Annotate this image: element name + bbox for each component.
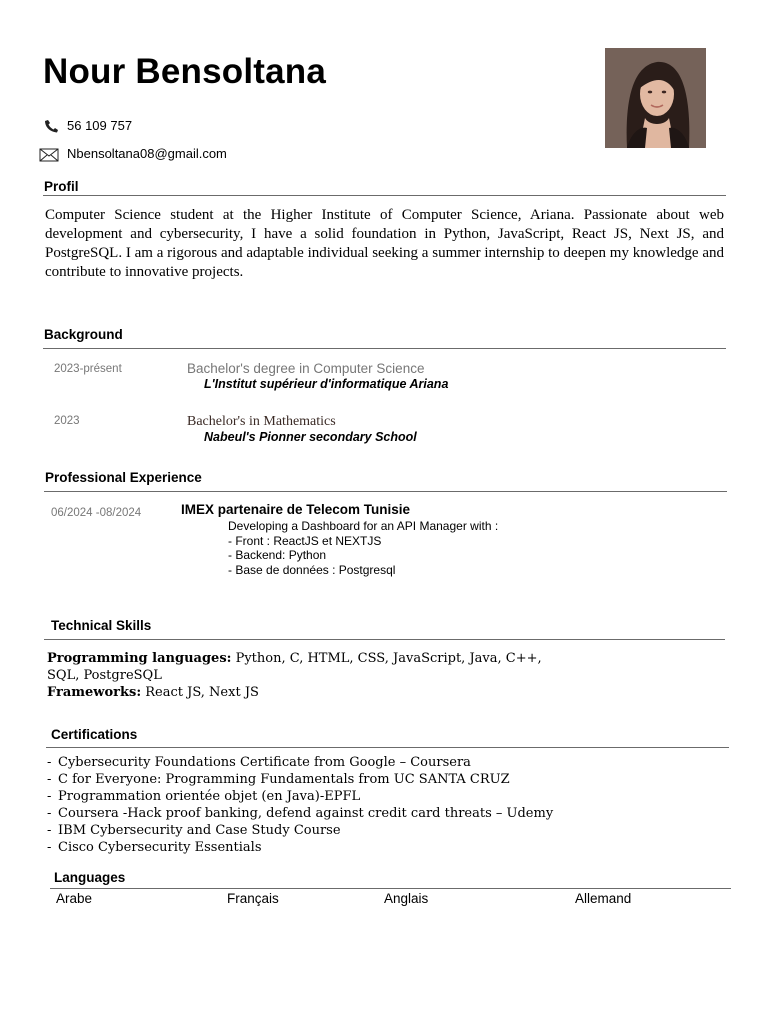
language-item: Arabe <box>56 891 93 906</box>
certification-text: C for Everyone: Programming Fundamentals from UC SANTA CRUZ <box>58 772 510 787</box>
certification-text: Coursera -Hack proof banking, defend against credit card threats – Udemy <box>58 806 554 821</box>
education-date: 2023-présent <box>54 363 122 375</box>
section-divider <box>43 348 726 349</box>
certification-item <box>47 805 554 822</box>
certification-item <box>47 839 262 856</box>
skills-programming-value: Python, C, HTML, CSS, JavaScript, Java, C++, <box>231 651 542 666</box>
section-divider <box>44 639 725 640</box>
experience-detail: - Backend: Python <box>228 548 327 562</box>
certification-item <box>47 822 341 839</box>
section-title-profile: Profil <box>44 179 79 194</box>
phone-number: 56 109 757 <box>67 118 133 133</box>
list-bullet: - <box>47 772 52 787</box>
certification-item <box>47 771 510 788</box>
experience-date: 06/2024 -08/2024 <box>51 507 142 519</box>
profile-photo <box>605 48 706 148</box>
list-bullet: - <box>47 806 52 821</box>
envelope-icon <box>39 148 59 165</box>
skills-frameworks-label: Frameworks: <box>47 685 142 700</box>
section-title-background: Background <box>44 327 123 342</box>
email-address[interactable]: Nbensoltana08@gmail.com <box>67 146 227 161</box>
experience-detail: Developing a Dashboard for an API Manager with : <box>228 519 499 533</box>
certification-item <box>47 754 471 771</box>
list-bullet: - <box>47 789 52 804</box>
certification-item <box>47 788 361 805</box>
education-degree: Bachelor's in Mathematics <box>187 414 336 429</box>
list-bullet: - <box>47 840 52 855</box>
certification-text: IBM Cybersecurity and Case Study Course <box>58 823 341 838</box>
skills-frameworks <box>47 684 259 701</box>
experience-detail: - Base de données : Postgresql <box>228 563 396 577</box>
education-school: Nabeul's Pionner secondary School <box>204 430 417 444</box>
section-divider <box>43 195 726 196</box>
section-divider <box>46 747 729 748</box>
candidate-name: Nour Bensoltana <box>43 52 327 91</box>
certification-text: Programmation orientée objet (en Java)-EPFL <box>58 789 361 804</box>
education-school: L'Institut supérieur d'informatique Ariana <box>204 377 449 391</box>
skills-programming-cont: SQL, PostgreSQL <box>47 668 162 683</box>
skills-programming-label: Programming languages: <box>47 651 232 666</box>
list-bullet: - <box>47 823 52 838</box>
section-divider <box>44 491 727 492</box>
profile-text: Computer Science student at the Higher Institute of Computer Science, Ariana. Passionate about web development and cybersecurity, I have a solid foundation in Python, JavaScript, React JS, Next JS, and PostgreSQL. I am a rigorous and adaptable individual seeking a summer internship to deepen my knowledge and contribute to innovative projects. <box>45 207 724 280</box>
list-bullet: - <box>47 755 52 770</box>
experience-company: IMEX partenaire de Telecom Tunisie <box>181 502 411 517</box>
certification-text: Cybersecurity Foundations Certificate from Google – Coursera <box>58 755 471 770</box>
section-title-skills: Technical Skills <box>51 618 152 633</box>
language-item: Anglais <box>384 891 429 906</box>
certification-text: Cisco Cybersecurity Essentials <box>58 840 262 855</box>
skills-programming <box>47 650 647 667</box>
experience-detail: - Front : ReactJS et NEXTJS <box>228 534 382 548</box>
skills-frameworks-value: React JS, Next JS <box>141 685 259 700</box>
section-title-languages: Languages <box>54 870 126 885</box>
section-title-certifications: Certifications <box>51 727 138 742</box>
portrait-image <box>605 48 706 148</box>
language-item: Français <box>227 891 279 906</box>
language-item: Allemand <box>575 891 632 906</box>
section-title-experience: Professional Experience <box>45 470 202 485</box>
education-degree: Bachelor's degree in Computer Science <box>187 361 425 376</box>
section-divider <box>50 888 731 889</box>
phone-icon <box>43 119 59 136</box>
education-date: 2023 <box>54 415 80 427</box>
